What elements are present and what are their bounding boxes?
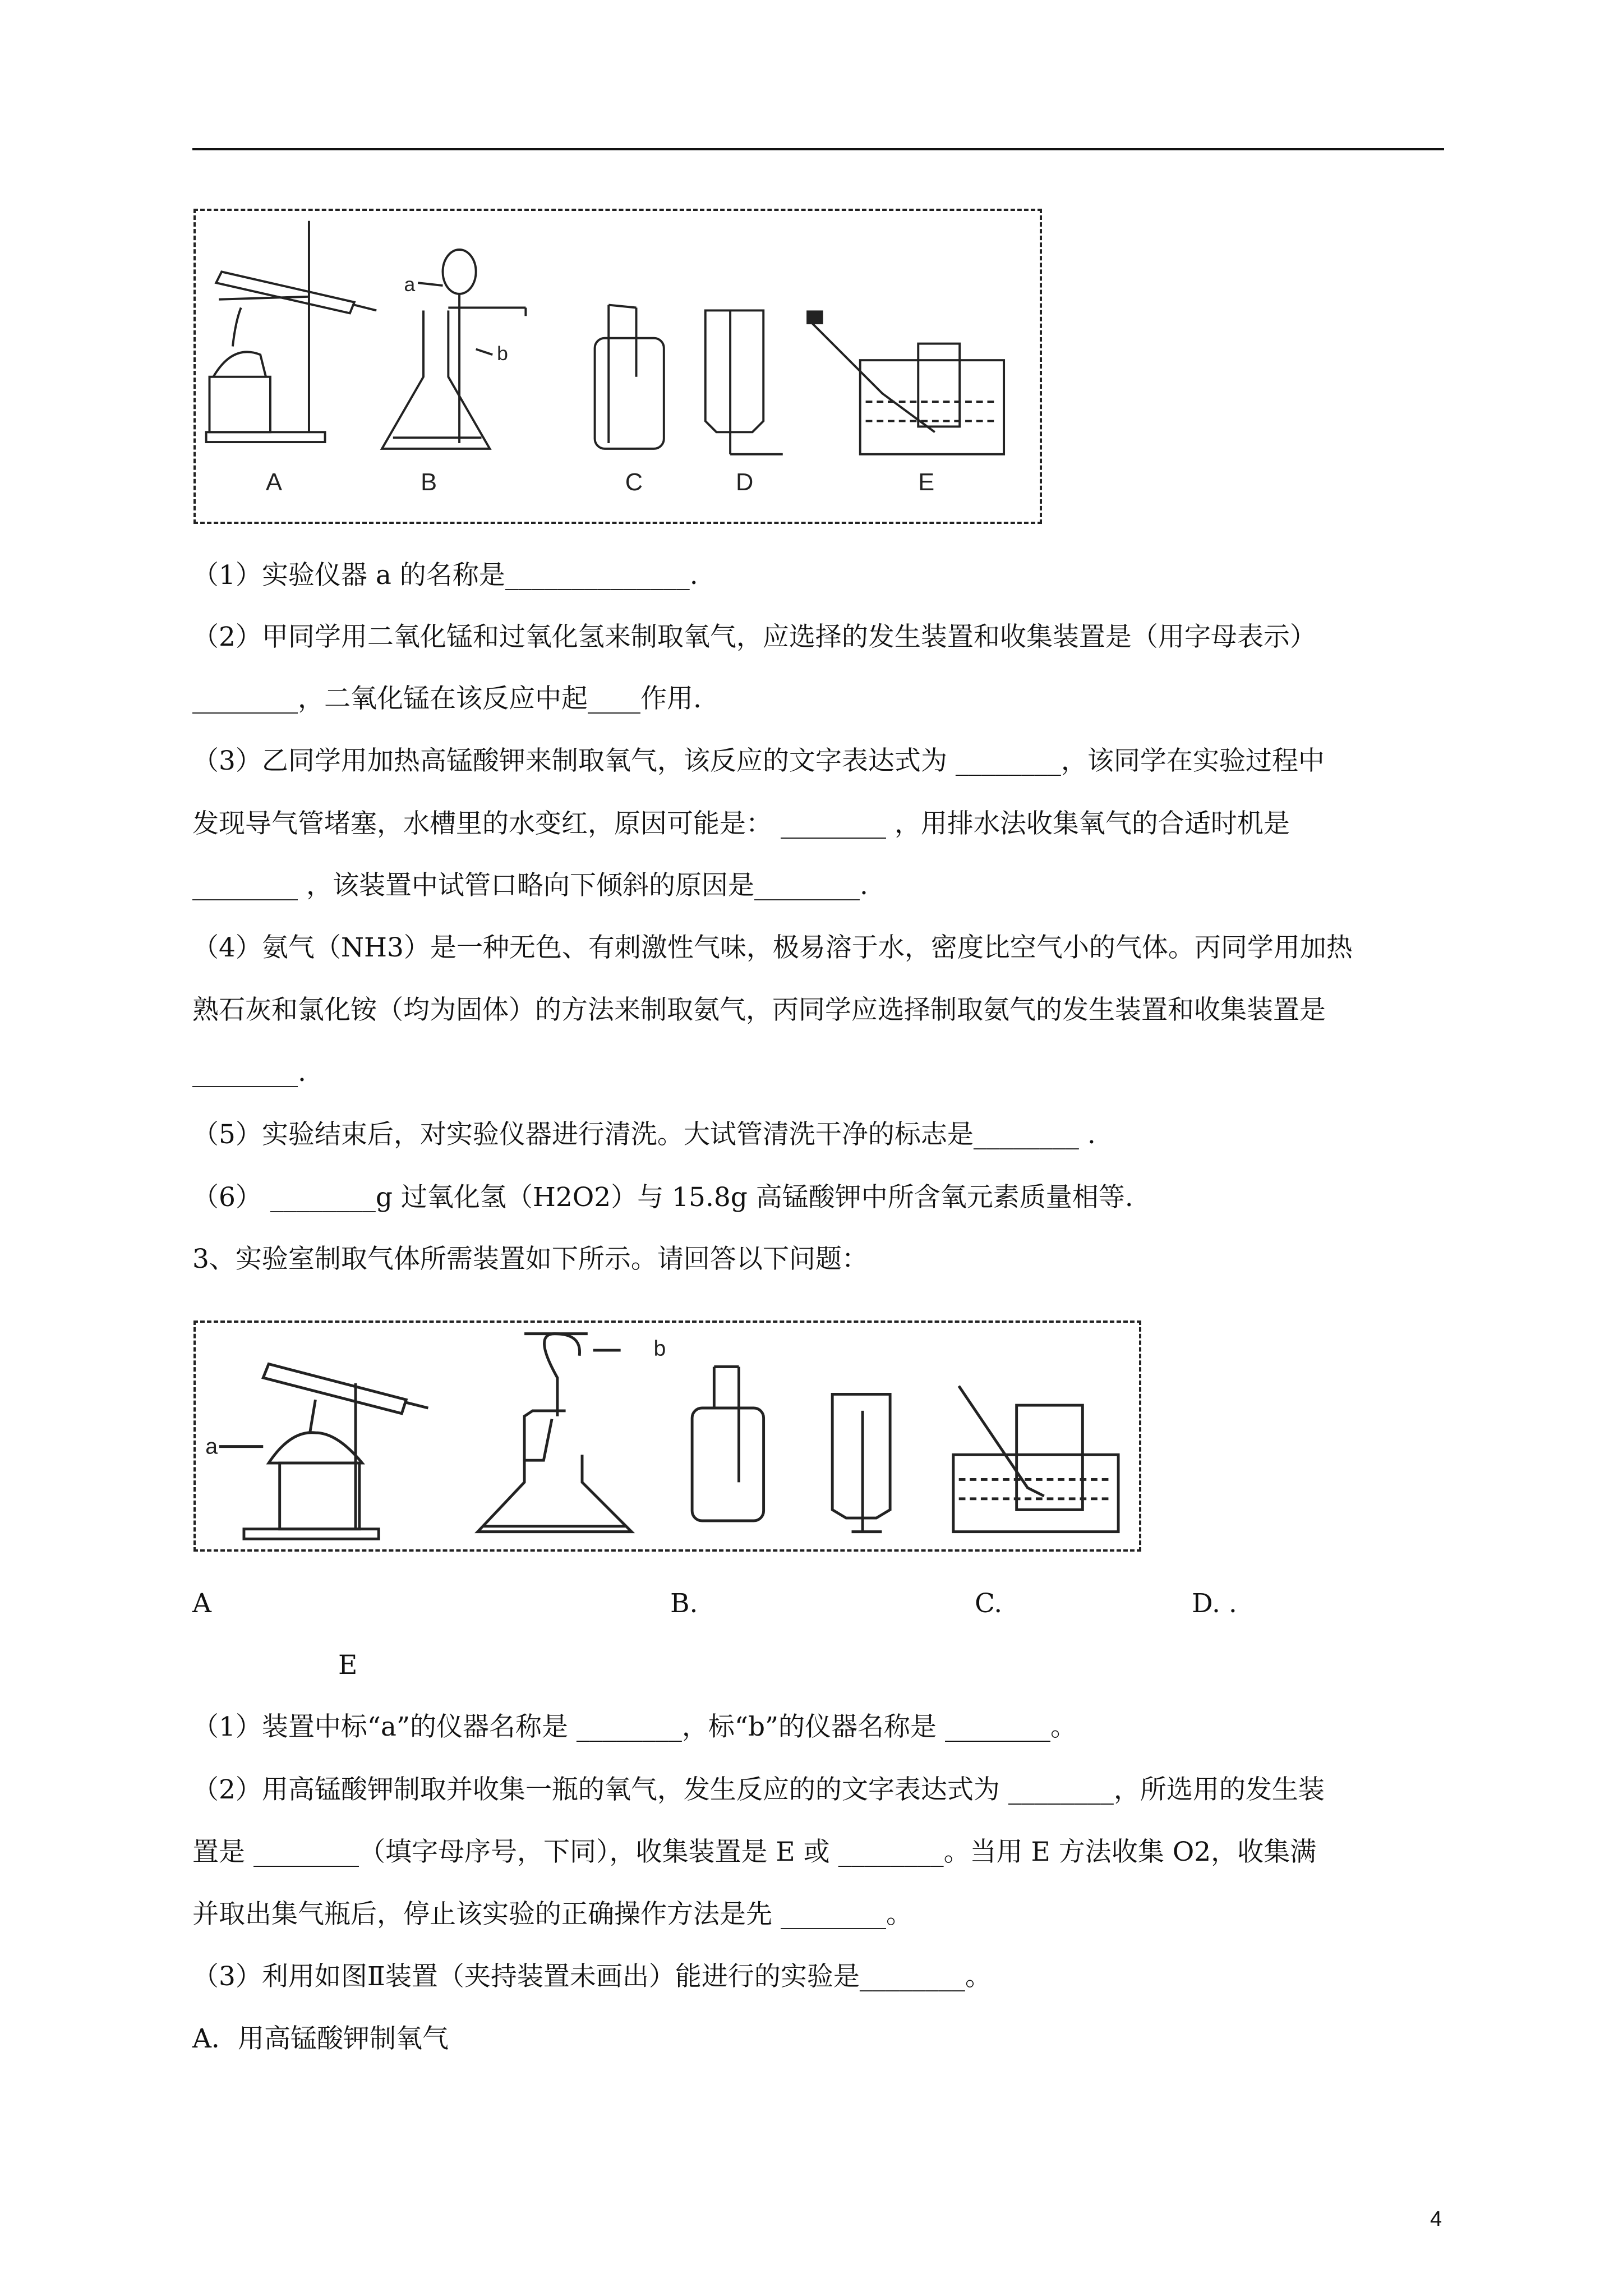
q3-part3: （3）利用如图Ⅱ装置（夹持装置未画出）能进行的实验是________。 xyxy=(192,1961,992,1992)
q3-part2-line2: 置是 ________（填字母序号，下同），收集装置是 E 或 ________。当用 E 方法收集 O2，收集满 xyxy=(192,1837,1317,1867)
q2-part4-line2: 熟石灰和氯化铵（均为固体）的方法来制取氨气，丙同学应选择制取氨气的发生装置和收集装置是 xyxy=(192,995,1326,1025)
figure1-letter-B: B xyxy=(421,468,437,496)
q3-letter-A: A xyxy=(192,1588,211,1619)
figure1-label-a: a xyxy=(404,273,416,296)
figure2-label-b: b xyxy=(653,1336,666,1361)
figure-apparatus-2 xyxy=(193,1320,1141,1552)
figure1-letter-A: A xyxy=(266,468,282,496)
q3-part2-line3: 并取出集气瓶后，停止该实验的正确操作方法是先 ________。 xyxy=(192,1899,912,1930)
figure1-letter-E: E xyxy=(918,468,935,496)
q2-part3-line2: 发现导气管堵塞，水槽里的水变红，原因可能是： ________ ，用排水法收集氧气的合适时机是 xyxy=(192,808,1290,839)
q3-letter-B: B. xyxy=(670,1588,698,1619)
q3-letter-C: C. xyxy=(975,1588,1003,1619)
q2-part4-line3: ________. xyxy=(192,1057,306,1088)
q3-letter-E: E xyxy=(338,1650,358,1681)
q2-part4-line1: （4）氨气（NH3）是一种无色、有刺激性气味，极易溶于水，密度比空气小的气体。丙同学用加热 xyxy=(192,932,1353,963)
figure1-label-b: b xyxy=(497,342,508,365)
apparatus-2-drawing xyxy=(196,1323,1139,1549)
figure1-letter-D: D xyxy=(735,468,754,496)
header-rule xyxy=(192,148,1444,150)
q2-part5: （5）实验结束后，对实验仪器进行清洗。大试管清洗干净的标志是________ . xyxy=(192,1119,1096,1150)
figure2-label-a: a xyxy=(205,1434,218,1459)
q3-title: 3、实验室制取气体所需装置如下所示。请回答以下问题： xyxy=(192,1244,868,1274)
q2-part1: （1）实验仪器 a 的名称是______________. xyxy=(192,560,698,591)
q2-part2-line1: （2）甲同学用二氧化锰和过氧化氢来制取氧气，应选择的发生装置和收集装置是（用字母表示） xyxy=(192,622,1316,652)
q3-letter-D: D. . xyxy=(1192,1588,1237,1619)
figure-apparatus-1 xyxy=(193,209,1042,524)
figure1-letter-C: C xyxy=(625,468,643,496)
q3-part2-line1: （2）用高锰酸钾制取并收集一瓶的氧气，发生反应的的文字表达式为 ________，所选用的发生装 xyxy=(192,1774,1325,1805)
apparatus-1-drawing xyxy=(196,211,1040,522)
q2-part6: （6） ________g 过氧化氢（H2O2）与 15.8g 高锰酸钾中所含氧元素质量相等. xyxy=(192,1182,1133,1213)
q2-part3-line3: ________ ，该装置中试管口略向下倾斜的原因是________. xyxy=(192,870,868,901)
q3-part1: （1）装置中标“a”的仪器名称是 ________，标“b”的仪器名称是 ________。 xyxy=(192,1711,1077,1742)
q3-option-A: A．用高锰酸钾制氧气 xyxy=(192,2023,449,2054)
q2-part3-line1: （3）乙同学用加热高锰酸钾来制取氧气，该反应的文字表达式为 ________，该同学在实验过程中 xyxy=(192,746,1325,776)
page-number: 4 xyxy=(1430,2207,1442,2231)
q2-part2-line2: ________，二氧化锰在该反应中起____作用. xyxy=(192,683,702,714)
